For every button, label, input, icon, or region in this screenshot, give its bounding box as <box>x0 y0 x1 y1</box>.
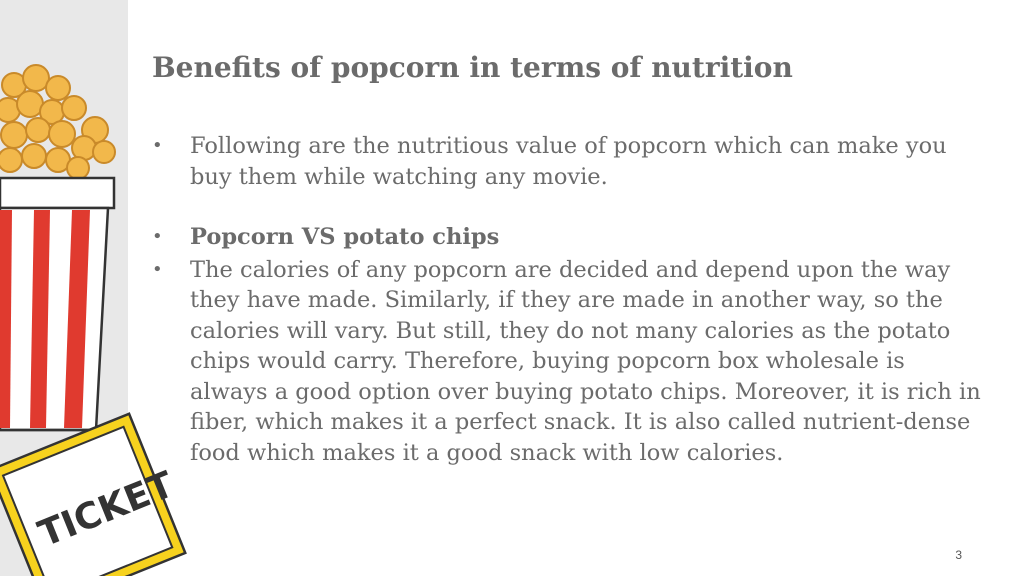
bullet-marker: • <box>152 258 163 280</box>
popcorn-kernels <box>0 65 115 179</box>
bullet-item-calories <box>152 255 982 469</box>
decorative-side-panel <box>0 0 180 576</box>
bullet-text: Popcorn VS potato chips <box>190 224 500 250</box>
bullet-marker: • <box>152 135 163 156</box>
bullet-list <box>152 131 982 468</box>
box-body <box>0 208 108 430</box>
box-rim <box>0 178 114 208</box>
page-number: 3 <box>955 548 962 562</box>
bullet-text: The calories of any popcorn are decided and depend upon the way they have made. Similarly, if they are made in another way, so the calories will vary. But still, they do not many calories as the potato chips would carry. Therefore, buying popcorn box wholesale is always a good option over buying potato chips. Moreover, it is rich in fiber, which makes it a perfect snack. It is also called nutrient-dense food which makes it a good snack with low calories. <box>190 256 981 466</box>
bullet-marker: • <box>152 226 163 247</box>
bullet-item-heading <box>152 222 982 253</box>
ticket-label: TICKET <box>32 464 180 556</box>
bullet-item-intro <box>152 131 982 192</box>
popcorn-box-illustration <box>0 0 180 576</box>
slide-title: Benefits of popcorn in terms of nutrition <box>152 51 793 84</box>
bullet-text: Following are the nutritious value of popcorn which can make you buy them while watching any movie. <box>190 133 947 190</box>
